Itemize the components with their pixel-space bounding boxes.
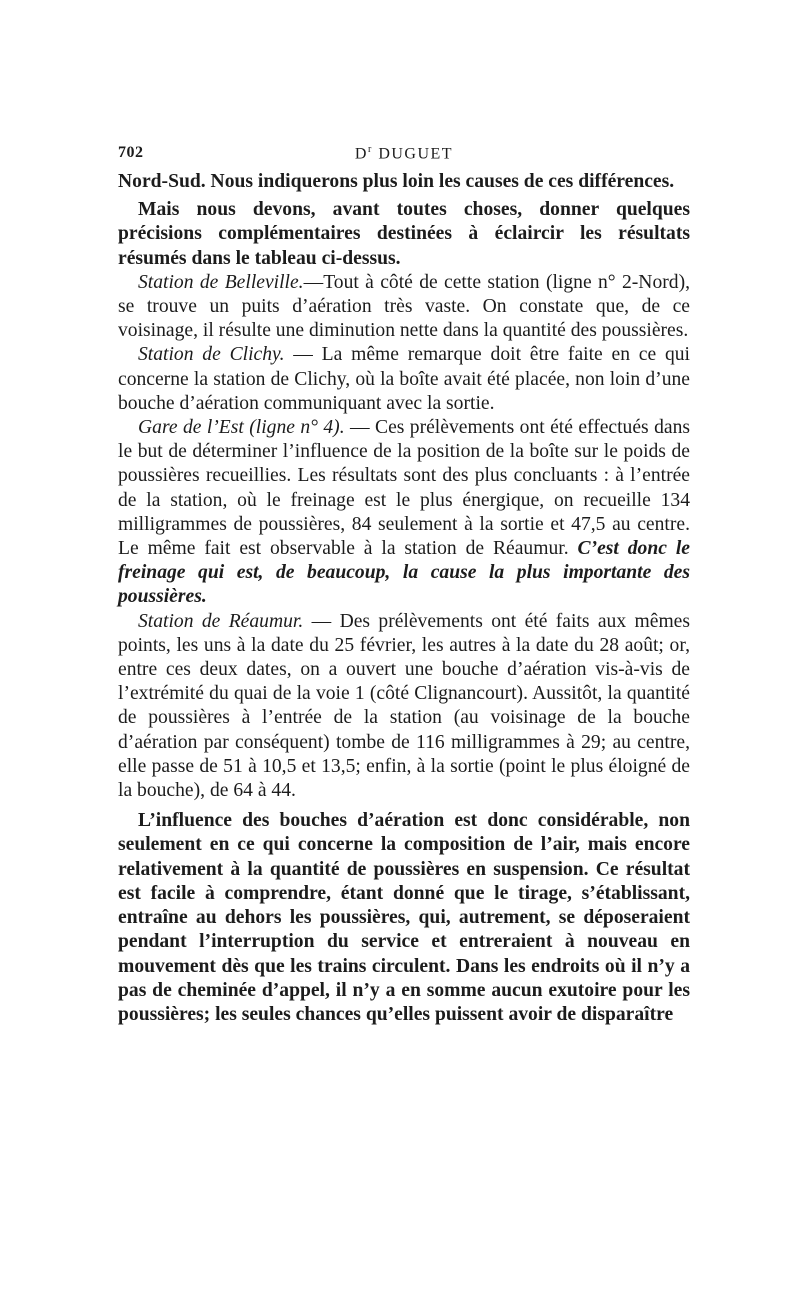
paragraph-gare-de-l-est bbox=[118, 416, 690, 610]
paragraph-clichy bbox=[118, 343, 690, 416]
paragraph-influence: L’influence des bouches d’aération est donc considérable, non seulement en ce qui concerne la composition de l’air, mais encore relativement à la quantité de poussières en suspension. Ce résultat est facile à comprendre, étant donné que le tirage, s’établissant, entraîne au dehors les poussières, qui, autrement, se déposeraient pendant l’interruption du service et entreraient à nouveau en mouvement dès que les trains circulent. Dans les endroits où il n’y a pas de cheminée d’appel, il n’y a en somme aucun exutoire pour les poussières; les seules chances qu’elles puissent avoir de disparaître bbox=[118, 810, 690, 1025]
paragraph-belleville bbox=[118, 271, 690, 344]
running-head bbox=[118, 140, 690, 170]
section-title-belleville: Station de Belleville. bbox=[138, 271, 304, 293]
section-title-gare-de-l-est: Gare de l’Est bbox=[138, 417, 244, 439]
book-page bbox=[118, 140, 690, 1027]
section-text-clichy: — La même remarque doit être faite en ce qui concerne la station de Clichy, où la boîte avait été placée, non loin d’une bouche d’aération communiquant avec la sortie. bbox=[118, 344, 690, 414]
author-prefix-superscript: r bbox=[367, 144, 373, 155]
section-line-reference: (ligne n° 4). bbox=[243, 417, 345, 439]
section-title-reaumur: Station de Réaumur. bbox=[138, 610, 304, 632]
section-text-reaumur: — Des prélèvements ont été faits aux mêmes points, les uns à la date du 25 février, les autres à la date du 28 août; or, entre ces deux dates, on a ouvert une bouche d’aération vis-à-vis de l’extrémité du quai de la voie 1 (côté Clignancourt). Aussitôt, la quantité de poussières à l’entrée de la station (au voisinage de la bouche d’aération par conséquent) tombe de 116 milligrammes à 29; au centre, elle passe de 51 à 10,5 et 13,5; enfin, à la sortie (point le plus éloigné de la bouche), de 64 à 44. bbox=[118, 610, 691, 802]
paragraph-reaumur bbox=[118, 610, 690, 804]
emphasized-conclusion: C’est donc le freinage qui est, de beaucoup, la cause la plus importante des poussières. bbox=[118, 538, 690, 608]
section-title-clichy: Station de Clichy. bbox=[138, 344, 285, 366]
paragraph-continuation: Nord-Sud. Nous indiquerons plus loin les causes de ces différences. bbox=[118, 171, 675, 192]
paragraph-precisions: Mais nous devons, avant toutes choses, donner quelques précisions complémentaires destinées à éclaircir les résultats résumés dans le tableau ci-dessus. bbox=[118, 199, 690, 269]
body-text bbox=[118, 170, 690, 1027]
author-prefix: D bbox=[354, 145, 368, 163]
author-name: DUGUET bbox=[378, 145, 454, 163]
section-text-gare-de-l-est: — Ces prélèvements ont été effectués dans le but de déterminer l’influence de la position de la boîte sur le poids de poussières recueillies. Les résultats sont des plus concluants : à l’entrée de la station, où le freinage est le plus énergique, on recueille 134 milligrammes de poussières, 84 seulement à la sortie et 47,5 au centre. Le même fait est observable à la station de Réaumur. bbox=[118, 417, 690, 560]
section-text-belleville: —Tout à côté de cette station (ligne n° 2-Nord), se trouve un puits d’aération très vaste. On constate que, de ce voisinage, il résulte une diminution nette dans la quantité des poussières. bbox=[118, 271, 690, 342]
running-title bbox=[118, 144, 690, 163]
page-number: 702 bbox=[118, 144, 144, 161]
